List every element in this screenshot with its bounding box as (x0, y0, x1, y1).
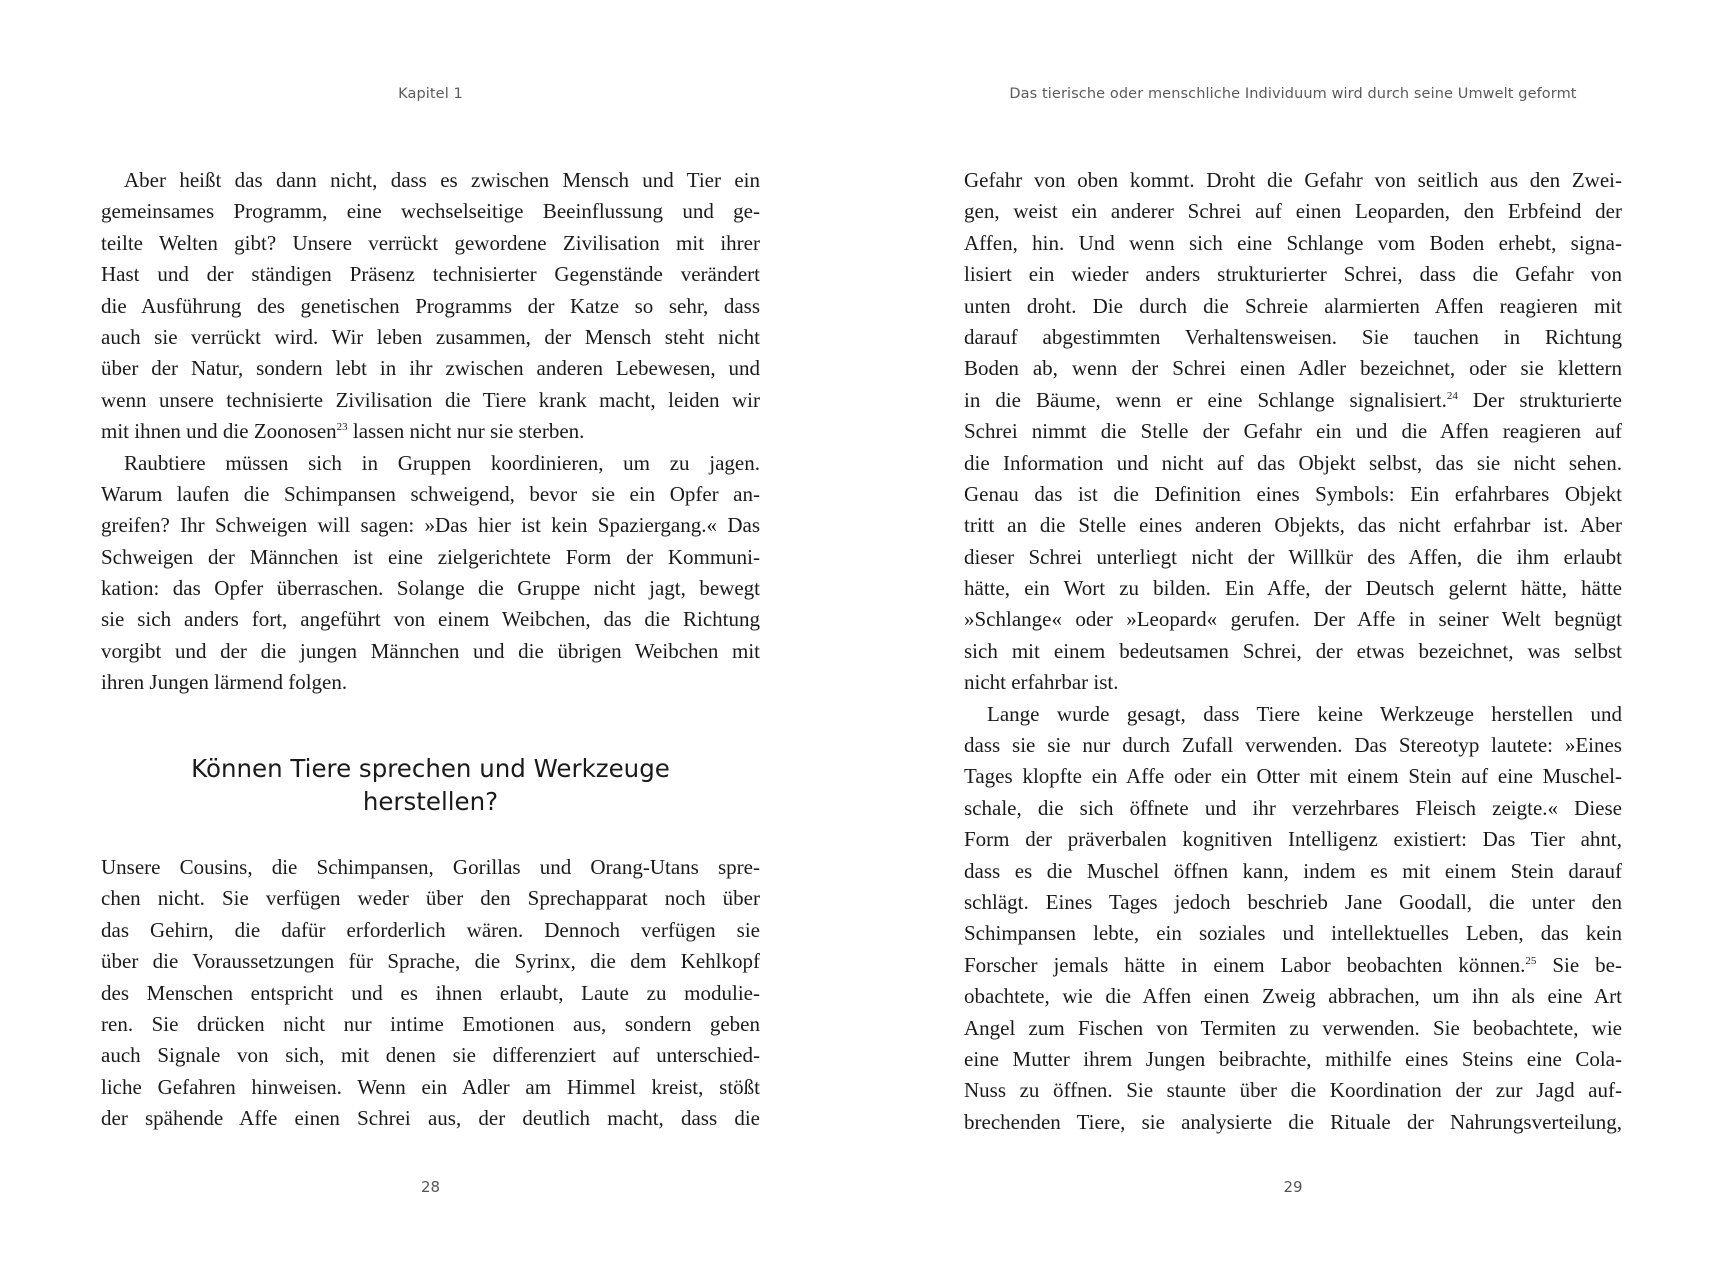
text-line (101, 636, 760, 667)
text-line-content: dieser Schrei unterliegt nicht der Willkür des Affen, die ihm erlaubt (964, 544, 1622, 569)
text-line (101, 604, 760, 635)
left-page (101, 0, 760, 1270)
text-line-content: ihren Jungen lärmend folgen. (101, 670, 348, 695)
text-line-content: vorgibt und der die jungen Männchen und die übrigen Weibchen mit (101, 638, 760, 663)
text-line-inner (101, 262, 760, 286)
text-line-inner (964, 199, 1622, 223)
text-line (964, 259, 1622, 290)
text-line-inner (964, 419, 1622, 443)
text-line-content: Nuss zu öffnen. Sie staunte über die Koordination der zur Jagd auf- (964, 1078, 1622, 1103)
text-line (101, 322, 760, 353)
text-line-content: tritt an die Stelle eines anderen Objekts, das nicht erfahrbar ist. Aber (964, 513, 1622, 538)
body-text-block (964, 165, 1622, 1138)
text-line-inner (964, 388, 1622, 412)
text-line-content: sie sich anders fort, angeführt von einem Weibchen, das die Richtung (101, 607, 760, 632)
text-line (101, 1040, 760, 1071)
right-page (964, 0, 1622, 1270)
text-line-content: gemeinsames Programm, eine wechselseitige Beeinflussung und ge- (101, 199, 760, 224)
running-head-left: Kapitel 1 (398, 86, 463, 102)
text-line (964, 950, 1622, 981)
text-line-content: in die Bäume, wenn er eine Schlange signalisiert. (964, 387, 1447, 412)
text-line-content: über der Natur, sondern lebt in ihr zwischen anderen Lebewesen, und (101, 356, 760, 381)
text-line-inner (964, 1016, 1622, 1040)
text-line-inner (964, 545, 1622, 569)
footnote-reference[interactable]: 23 (336, 421, 348, 434)
text-line-inner (964, 325, 1622, 349)
section-heading-line: herstellen? (362, 787, 499, 816)
text-line (101, 1072, 760, 1103)
page-number-left: 28 (420, 1178, 441, 1196)
text-line-content: Form der präverbalen kognitiven Intelligenz existiert: Das Tier ahnt, (964, 827, 1622, 852)
text-line-content: teilte Welten gibt? Unsere verrückt gewordene Zivilisation mit ihrer (101, 230, 760, 255)
text-line-content: gen, weist ein anderer Schrei auf einen Leoparden, den Erbfeind der (964, 199, 1622, 224)
text-line-content: Affen, hin. Und wenn sich eine Schlange vom Boden erhebt, signa- (964, 230, 1622, 255)
text-line (101, 946, 760, 977)
text-line-inner (964, 984, 1622, 1008)
text-line-inner (964, 733, 1622, 757)
text-line-inner (964, 1047, 1622, 1071)
text-line (964, 573, 1622, 604)
text-line-content: Warum laufen die Schimpansen schweigend, bevor sie ein Opfer an- (101, 481, 760, 506)
text-line (964, 793, 1622, 824)
text-line-inner (101, 855, 760, 879)
text-line (964, 165, 1622, 196)
text-line-content: der spähende Affe einen Schrei aus, der deutlich macht, dass die (101, 1106, 760, 1131)
text-line-inner (964, 451, 1622, 475)
text-line-inner (101, 1106, 760, 1130)
text-line-content: obachtete, wie die Affen einen Zweig abbrachen, um ihn als eine Art (964, 984, 1622, 1009)
text-line (101, 667, 760, 698)
text-line (101, 196, 760, 227)
text-line-inner (101, 918, 760, 942)
text-line-inner (964, 607, 1622, 631)
text-line-inner (101, 199, 760, 223)
section-heading (101, 752, 760, 818)
text-line-inner (964, 859, 1622, 883)
text-line-inner (964, 294, 1622, 318)
text-line-content: Genau das ist die Definition eines Symbols: Ein erfahrbares Objekt (964, 481, 1622, 506)
text-line-inner (101, 1075, 760, 1099)
text-line (101, 978, 760, 1009)
text-line-inner (101, 1012, 760, 1036)
text-line (964, 448, 1622, 479)
text-line (964, 887, 1622, 918)
text-line-inner (101, 981, 760, 1005)
text-line (101, 915, 760, 946)
text-line (101, 353, 760, 384)
text-line (964, 699, 1622, 730)
text-line (101, 259, 760, 290)
text-line (964, 196, 1622, 227)
text-line-inner (964, 356, 1622, 380)
text-line-inner (124, 451, 760, 475)
text-line-inner (101, 482, 760, 506)
text-line-content: Unsere Cousins, die Schimpansen, Gorillas und Orang-Utans spre- (101, 855, 760, 879)
text-line-content: Hast und der ständigen Präsenz technisierter Gegenstände verändert (101, 262, 760, 287)
text-line-content: eine Mutter ihrem Jungen beibrachte, mithilfe eines Steins eine Cola- (964, 1046, 1622, 1071)
text-line-content: kation: das Opfer überraschen. Solange die Gruppe nicht jagt, bewegt (101, 576, 760, 601)
text-line (964, 416, 1622, 447)
text-line-inner (101, 513, 760, 537)
text-line-content: Boden ab, wenn der Schrei einen Adler bezeichnet, oder sie klettern (964, 356, 1622, 381)
text-line (101, 291, 760, 322)
text-line (964, 667, 1622, 698)
text-line-inner (964, 953, 1622, 977)
text-line (964, 824, 1622, 855)
text-line-inner (101, 356, 760, 380)
text-line-content: Angel zum Fischen von Termiten zu verwenden. Sie beobachtete, wie (964, 1015, 1622, 1040)
text-line-inner (964, 639, 1622, 663)
text-line (964, 322, 1622, 353)
text-line (964, 353, 1622, 384)
text-line-content: brechenden Tiere, sie analysierte die Rituale der Nahrungsverteilung, (964, 1109, 1622, 1134)
text-line-inner (964, 576, 1622, 600)
text-line-content: auch Signale von sich, mit denen sie differenziert auf unterschied- (101, 1043, 760, 1068)
body-text-block (101, 165, 760, 699)
text-line-inner (964, 513, 1622, 537)
text-line-inner (964, 482, 1622, 506)
text-line (101, 573, 760, 604)
text-line-inner (964, 921, 1622, 945)
page-number-right: 29 (1283, 1178, 1303, 1196)
text-line (964, 479, 1622, 510)
text-line-inner (964, 796, 1622, 820)
text-line-content: die Ausführung des genetischen Programms der Katze so sehr, dass (101, 293, 760, 318)
text-line (101, 1009, 760, 1040)
text-line (101, 385, 760, 416)
text-line-content: Schweigen der Männchen ist eine zielgerichtete Form der Kommuni- (101, 544, 760, 569)
text-line-content: nicht erfahrbar ist. (964, 670, 1119, 695)
text-line (964, 604, 1622, 635)
text-line (964, 291, 1622, 322)
text-line-content: greifen? Ihr Schweigen will sagen: »Das hier ist kein Spaziergang.« Das (101, 513, 760, 538)
text-line-content: Raubtiere müssen sich in Gruppen koordinieren, um zu jagen. (124, 450, 760, 475)
text-line-content: schale, die sich öffnete und ihr verzehrbares Fleisch zeigte.« Diese (964, 795, 1622, 820)
text-line (964, 385, 1622, 416)
text-line (964, 636, 1622, 667)
text-line-inner (101, 545, 760, 569)
text-line (964, 1044, 1622, 1075)
text-line-content: liche Gefahren hinweisen. Wenn ein Adler am Himmel kreist, stößt (101, 1074, 760, 1099)
text-line-content: die Information und nicht auf das Objekt selbst, das sie nicht sehen. (964, 450, 1622, 475)
text-line (964, 1075, 1622, 1106)
text-line (964, 730, 1622, 761)
text-line-content: Gefahr von oben kommt. Droht die Gefahr von seitlich aus den Zwei- (964, 168, 1622, 192)
text-line (101, 1103, 760, 1134)
text-line-content: über die Voraussetzungen für Sprache, die Syrinx, die dem Kehlkopf (101, 949, 760, 974)
text-line (101, 448, 760, 479)
text-line (964, 981, 1622, 1012)
section-heading-line: Können Tiere sprechen und Werkzeuge (191, 754, 670, 783)
text-line (101, 416, 760, 447)
footnote-reference[interactable]: 24 (1446, 389, 1458, 402)
text-line (101, 852, 760, 883)
text-line-content: hätte, ein Wort zu bilden. Ein Affe, der Deutsch gelernt hätte, hätte (964, 576, 1622, 601)
text-line-inner (101, 949, 760, 973)
text-line-content: Lange wurde gesagt, dass Tiere keine Werkzeuge herstellen und (987, 701, 1622, 726)
text-line-content: Der strukturierte (1457, 387, 1622, 412)
text-line-content: Forscher jemals hätte in einem Labor beobachten können. (964, 952, 1526, 977)
text-line-content: dass es die Muschel öffnen kann, indem es mit einem Stein darauf (964, 858, 1622, 883)
text-line (964, 1107, 1622, 1138)
text-line-content: chen nicht. Sie verfügen weder über den Sprechapparat noch über (101, 886, 760, 911)
text-line (101, 228, 760, 259)
text-line (964, 918, 1622, 949)
text-line-content: ren. Sie drücken nicht nur intime Emotionen aus, sondern geben (101, 1011, 760, 1036)
text-line (964, 761, 1622, 792)
text-line (964, 1013, 1622, 1044)
text-line-inner (124, 168, 760, 192)
running-head-right: Das tierische oder menschliche Individuum wird durch seine Umwelt geformt (1009, 86, 1577, 102)
text-line-content: Schrei nimmt die Stelle der Gefahr ein und die Affen reagieren auf (964, 419, 1622, 444)
text-line-content: wenn unsere technisierte Zivilisation die Tiere krank macht, leiden wir (101, 387, 760, 412)
text-line-content: lisiert ein wieder anders strukturierter Schrei, dass die Gefahr von (964, 262, 1622, 287)
text-line (101, 479, 760, 510)
text-line-inner (101, 294, 760, 318)
text-line-inner (101, 607, 760, 631)
body-text-block (101, 852, 760, 1135)
text-line-content: des Menschen entspricht und es ihnen erlaubt, Laute zu modulie- (101, 980, 760, 1005)
text-line-inner (964, 262, 1622, 286)
text-line (101, 883, 760, 914)
text-line-inner (101, 576, 760, 600)
text-line-content: sich mit einem bedeutsamen Schrei, der etwas bezeichnet, was selbst (964, 638, 1622, 663)
text-line (964, 510, 1622, 541)
text-line-inner (964, 1110, 1622, 1134)
text-line-content: Aber heißt das dann nicht, dass es zwischen Mensch und Tier ein (124, 168, 760, 192)
text-line (964, 228, 1622, 259)
text-line-inner (964, 890, 1622, 914)
text-line-inner (964, 231, 1622, 255)
text-line-inner (101, 886, 760, 910)
text-line-inner (964, 168, 1622, 192)
text-line-content: mit ihnen und die Zoonosen (101, 419, 337, 444)
text-line-content: »Schlange« oder »Leopard« gerufen. Der Affe in seiner Welt begnügt (964, 607, 1622, 632)
text-line-inner (964, 764, 1622, 788)
footnote-reference[interactable]: 25 (1525, 954, 1537, 967)
text-line-content: auch sie verrückt wird. Wir leben zusammen, der Mensch steht nicht (101, 324, 760, 349)
text-line (101, 165, 760, 196)
text-line-inner (101, 639, 760, 663)
text-line-content: das Gehirn, die dafür erforderlich wären. Dennoch verfügen sie (101, 917, 760, 942)
text-line-inner (964, 1078, 1622, 1102)
text-line (101, 510, 760, 541)
text-line (101, 542, 760, 573)
text-line-inner (964, 827, 1622, 851)
text-line-content: darauf abgestimmten Verhaltensweisen. Sie tauchen in Richtung (964, 324, 1622, 349)
text-line-content: Sie be- (1536, 952, 1622, 977)
text-line-content: Schimpansen lebte, ein soziales und intellektuelles Leben, das kein (964, 921, 1622, 946)
text-line-content: dass sie sie nur durch Zufall verwenden. Das Stereotyp lautete: »Eines (964, 733, 1622, 758)
text-line-inner (101, 325, 760, 349)
text-line-content: unten droht. Die durch die Schreie alarmierten Affen reagieren mit (964, 293, 1622, 318)
text-line-content: schlägt. Eines Tages jedoch beschrieb Jane Goodall, die unter den (964, 889, 1622, 914)
text-line-inner (101, 231, 760, 255)
text-line-inner (987, 702, 1622, 726)
text-line-content: Tages klopfte ein Affe oder ein Otter mit einem Stein auf eine Muschel- (964, 764, 1622, 789)
text-line-inner (101, 1043, 760, 1067)
text-line (964, 542, 1622, 573)
text-line (964, 856, 1622, 887)
text-line-content: lassen nicht nur sie sterben. (347, 419, 585, 444)
text-line-inner (101, 388, 760, 412)
